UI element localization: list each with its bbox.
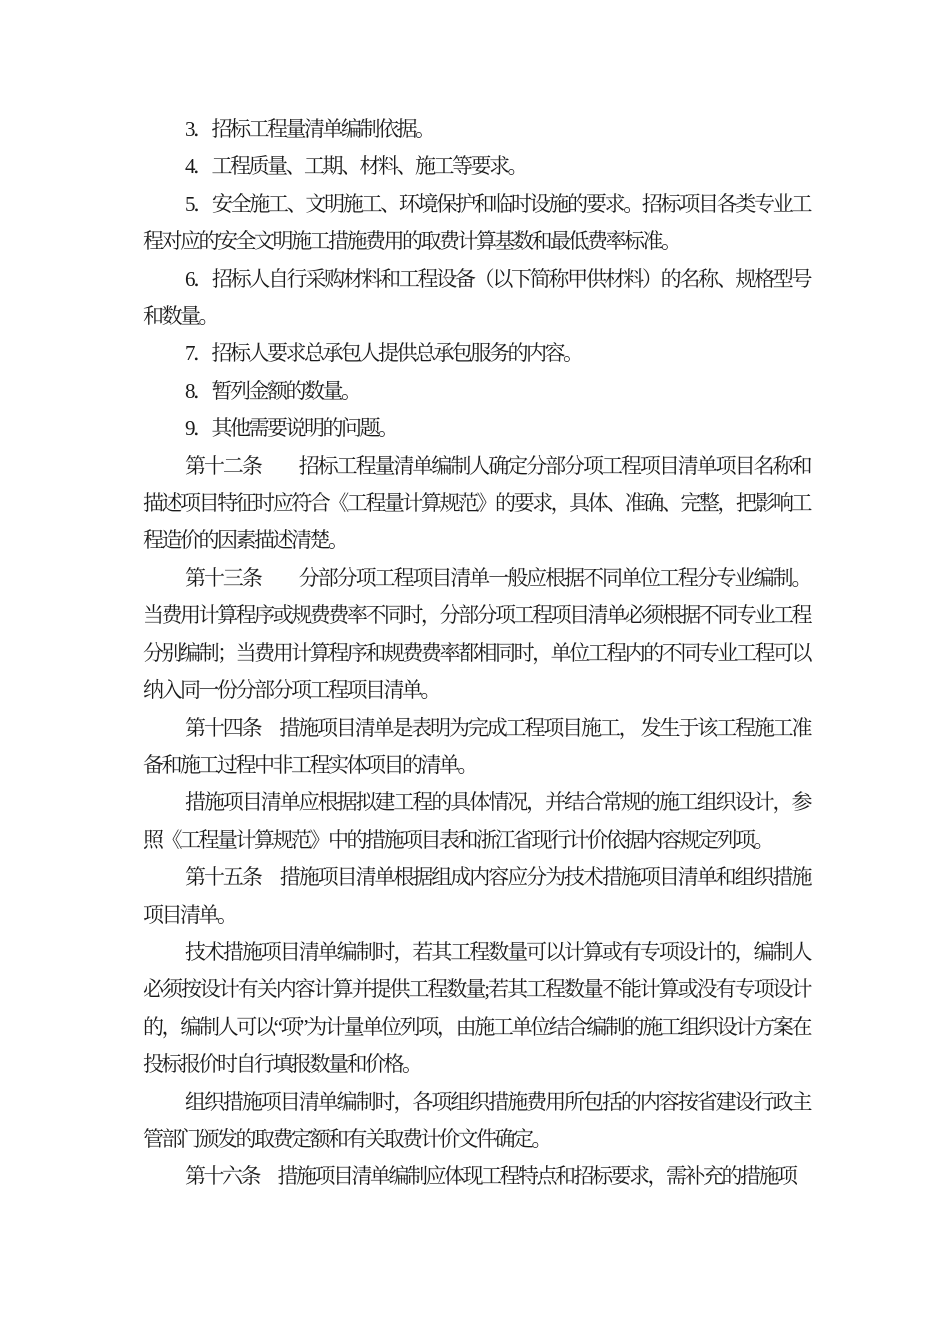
paragraph-article-14-sub: 措施项目清单应根据拟建工程的具体情况，并结合常规的施工组织设计，参照《工程量计算规范》中的措施项目表和浙江省现行计价依据内容规定列项。 [143, 790, 810, 852]
paragraph-item-4: 4．工程质量、工期、材料、施工等要求。 [185, 154, 526, 179]
paragraph-article-13: 第十三条 分部分项工程项目清单一般应根据不同单位工程分专业编制。当费用计算程序或规费费率不同时，分部分项工程项目清单必须根据不同专业工程分别编制；当费用计算程序和规费费率都相同时，单位工程内的不同专业工程可以纳入同一份分部分项工程项目清单。 [143, 565, 810, 703]
paragraph-item-7: 7．招标人要求总承包人提供总承包服务的内容。 [185, 341, 582, 366]
paragraph-article-16: 第十六条 措施项目清单编制应体现工程特点和招标要求，需补充的措施项 [185, 1164, 796, 1189]
paragraph-article-15: 第十五条 措施项目清单根据组成内容应分为技术措施项目清单和组织措施项目清单。 [143, 865, 810, 927]
paragraph-article-12: 第十二条 招标工程量清单编制人确定分部分项工程项目清单项目名称和描述项目特征时应符合《工程量计算规范》的要求，具体、准确、完整，把影响工程造价的因素描述清楚。 [143, 453, 810, 553]
paragraph-item-8: 8．暂列金额的数量。 [185, 378, 360, 403]
paragraph-article-14: 第十四条 措施项目清单是表明为完成工程项目施工， 发生于该工程施工准备和施工过程中非工程实体项目的清单。 [143, 715, 810, 777]
paragraph-item-6: 6．招标人自行采购材料和工程设备（以下简称甲供材料）的名称、规格型号和数量。 [143, 266, 810, 329]
paragraph-article-15-sub-technical: 技术措施项目清单编制时，若其工程数量可以计算或有专项设计的，编制人必须按设计有关内容计算并提供工程数量;若其工程数量不能计算或没有专项设计的，编制人可以“项”为计量单位列项，由施工单位结合编制的施工组织设计方案在投标报价时自行填报数量和价格。 [143, 939, 810, 1077]
paragraph-article-15-sub-organizational: 组织措施项目清单编制时，各项组织措施费用所包括的内容按省建设行政主管部门颁发的取费定额和有关取费计价文件确定。 [143, 1089, 810, 1151]
paragraph-item-5: 5．安全施工、文明施工、环境保护和临时设施的要求。招标项目各类专业工程对应的安全文明施工措施费用的取费计算基数和最低费率标准。 [143, 191, 810, 254]
paragraph-item-9: 9．其他需要说明的问题。 [185, 416, 397, 441]
paragraph-item-3: 3．招标工程量清单编制依据。 [185, 117, 434, 141]
